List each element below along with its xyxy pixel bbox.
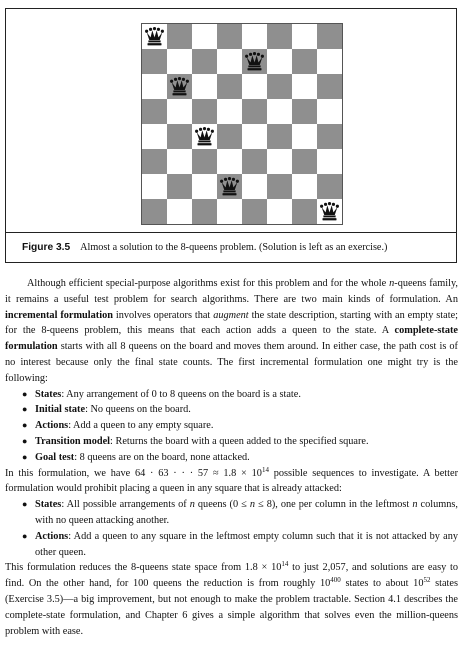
board-square (142, 149, 167, 174)
figure-caption-text: Almost a solution to the 8-queens problem. (Solution is left as an exercise.) (80, 242, 388, 253)
bullet-icon: ● (22, 420, 28, 431)
board-square (242, 174, 267, 199)
bullet-icon: ● (22, 451, 28, 462)
board-square (267, 74, 292, 99)
text-run: to just 2,057, and solutions are easy to find. On the other hand, for 100 queens the reduction is from roughly 10 (5, 562, 458, 590)
board-square (142, 74, 167, 99)
board-square (267, 124, 292, 149)
board-square (192, 199, 217, 224)
board-square (217, 199, 242, 224)
board-square (167, 99, 192, 124)
board-square (292, 74, 317, 99)
board-square (292, 49, 317, 74)
math-var: n (249, 499, 255, 511)
board-square (192, 24, 217, 49)
figure-caption (22, 242, 442, 254)
board-square (142, 124, 167, 149)
board-square (167, 174, 192, 199)
formulation-list-1 (5, 387, 458, 466)
list-term: Actions (35, 530, 69, 542)
formulation-list-2 (5, 497, 458, 560)
caption-divider (6, 232, 456, 233)
board-square (217, 24, 242, 49)
board-square (192, 74, 217, 99)
board-square (167, 74, 192, 99)
chess-queen-icon (169, 76, 190, 97)
list-item (5, 450, 458, 466)
math-var: n (389, 278, 395, 289)
board-square (242, 24, 267, 49)
list-item (5, 497, 458, 529)
paragraph-reduction (5, 560, 458, 639)
exponent: 14 (281, 560, 289, 569)
list-term: States (35, 388, 62, 400)
text-run: starts with all 8 queens on the board and moves them around. In either case, the path cost is of no interest because only the final state counts. The first incremental formulation one might try is the following: (5, 341, 458, 384)
list-item (5, 529, 458, 561)
board-square (292, 199, 317, 224)
board-square (217, 49, 242, 74)
board-square (292, 99, 317, 124)
board-square (242, 99, 267, 124)
exponent: 400 (330, 576, 341, 585)
exponent: 14 (261, 465, 269, 474)
text-run: states to about 10 (340, 578, 424, 590)
text-run: Although efficient special-purpose algorithms exist for this problem and for the whole (27, 278, 390, 289)
board-square (142, 49, 167, 74)
chess-queen-icon (219, 176, 240, 197)
board-square (217, 99, 242, 124)
text-run: states (Exercise 3.5)—a big improvement, but not enough to make the problem tractable. Section 4.1 describes the complete-state formulation, and Chapter 6 gives a simple algorithm that solves even the million-queens problem with ease. (5, 578, 458, 637)
board-square (317, 199, 342, 224)
list-term: Actions (35, 420, 69, 432)
board-square (317, 49, 342, 74)
list-text: : Add a queen to any square in the leftmost empty column such that it is not attacked by any other queen. (35, 530, 458, 558)
board-square (167, 49, 192, 74)
board-square (242, 49, 267, 74)
board-square (142, 24, 167, 49)
term-complete-state-formulation: complete-state formulation (5, 325, 458, 353)
board-square (242, 149, 267, 174)
bullet-icon: ● (22, 530, 28, 541)
paragraph-intro (5, 276, 458, 387)
board-square (317, 24, 342, 49)
board-square (167, 199, 192, 224)
list-item (5, 418, 458, 434)
chess-queen-icon (244, 51, 265, 72)
text-run: In this formulation, we have 64 · 63 · · · 57 ≈ 1.8 × 10 (5, 467, 262, 479)
math-var: n (189, 499, 195, 511)
bullet-icon: ● (22, 404, 28, 415)
list-item (5, 402, 458, 418)
list-text: : Add a queen to any empty square. (68, 420, 214, 432)
term-incremental-formulation: incremental formulation (5, 309, 113, 321)
board-square (267, 174, 292, 199)
bullet-icon: ● (22, 435, 28, 446)
math-var: n (412, 499, 418, 511)
figure-label: Figure 3.5 (22, 242, 71, 253)
board-square (317, 174, 342, 199)
board-square (192, 99, 217, 124)
board-square (317, 149, 342, 174)
board-square (192, 124, 217, 149)
board-square (267, 24, 292, 49)
bullet-icon: ● (22, 388, 28, 399)
paragraph-sequences (5, 466, 458, 498)
text-run: possible sequences to investigate. A better formulation would prohibit placing a queen in any square that is already attacked: (5, 467, 459, 495)
list-text: : Returns the board with a queen added to the specified square. (110, 435, 369, 447)
board-square (317, 74, 342, 99)
chess-queen-icon (319, 201, 340, 222)
board-square (167, 24, 192, 49)
board-square (317, 99, 342, 124)
board-square (267, 199, 292, 224)
board-square (192, 49, 217, 74)
board-square (267, 49, 292, 74)
board-square (192, 174, 217, 199)
list-text: queens (0 ≤ (194, 499, 250, 511)
text-run: the state description, starting with an empty state; for the 8-queens problem, this means that each action adds a queen to the state. A (5, 309, 459, 337)
board-square (317, 124, 342, 149)
list-text: : 8 queens are on the board, none attacked. (74, 451, 250, 463)
text-run: -queens family, it remains a useful test problem for search algorithms. There are two main kinds of formulation. An (5, 278, 459, 305)
board-square (292, 124, 317, 149)
figure-3-5 (5, 8, 457, 263)
board-square (217, 74, 242, 99)
board-square (142, 99, 167, 124)
board-square (217, 149, 242, 174)
list-term: Transition model (35, 435, 111, 447)
board-square (267, 99, 292, 124)
list-text: : No queens on the board. (85, 404, 191, 416)
list-term: States (35, 499, 62, 511)
board-square (167, 149, 192, 174)
board-square (242, 74, 267, 99)
list-item (5, 387, 458, 403)
list-term: Goal test (35, 451, 75, 463)
board-square (142, 199, 167, 224)
list-text: ≤ 8), one per column in the leftmost (254, 499, 413, 511)
board-square (267, 149, 292, 174)
exponent: 52 (423, 576, 431, 585)
text-run: This formulation reduces the 8-queens state space from 1.8 × 10 (5, 562, 282, 574)
board-square (167, 124, 192, 149)
board-square (192, 149, 217, 174)
chess-queen-icon (144, 26, 165, 47)
chessboard (141, 23, 343, 225)
board-square (217, 174, 242, 199)
list-item (5, 434, 458, 450)
body-text (5, 276, 458, 639)
board-square (242, 199, 267, 224)
emphasis: augment (213, 309, 249, 321)
board-square (292, 24, 317, 49)
text-run: involves operators that (112, 309, 214, 321)
list-text: columns, with no queen attacking another. (35, 499, 458, 526)
board-square (217, 124, 242, 149)
board-square (242, 124, 267, 149)
board-square (142, 174, 167, 199)
list-text: : All possible arrangements of (61, 499, 190, 511)
chess-queen-icon (194, 126, 215, 147)
list-term: Initial state (35, 404, 86, 416)
board-square (292, 149, 317, 174)
list-text: : Any arrangement of 0 to 8 queens on the board is a state. (61, 388, 301, 400)
board-square (292, 174, 317, 199)
bullet-icon: ● (22, 499, 28, 510)
